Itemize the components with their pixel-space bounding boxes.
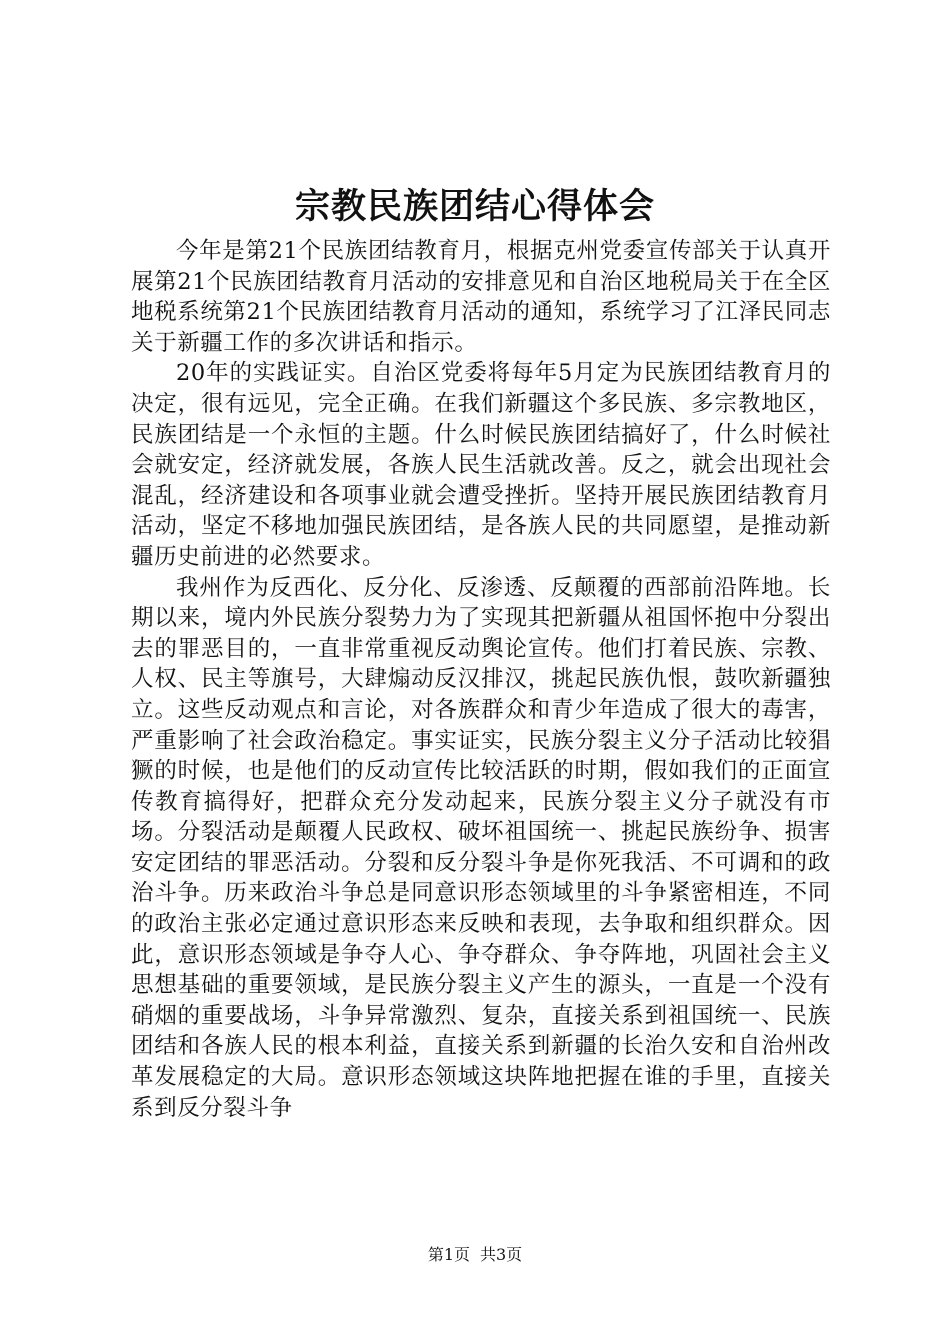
page-footer: [0, 1243, 950, 1267]
paragraph: 20年的实践证实。自治区党委将每年5月定为民族团结教育月的决定，很有远见，完全正确。在我们新疆这个多民族、多宗教地区，民族团结是一个永恒的主题。什么时候民族团结搞好了，什么时候社会就安定，经济就发展，各族人民生活就改善。反之，就会出现社会混乱，经济建设和各项事业就会遭受挫折。坚持开展民族团结教育月活动，坚定不移地加强民族团结，是各族人民的共同愿望，是推动新疆历史前进的必然要求。: [131, 360, 831, 570]
page-number-current: 第1页: [427, 1245, 470, 1264]
document-body: [131, 236, 831, 1123]
page-number-total: 共3页: [480, 1245, 523, 1264]
paragraph: 今年是第21个民族团结教育月，根据克州党委宣传部关于认真开展第21个民族团结教育月活动的安排意见和自治区地税局关于在全区地税系统第21个民族团结教育月活动的通知，系统学习了江泽民同志关于新疆工作的多次讲话和指示。: [131, 238, 831, 356]
document-title: 宗教民族团结心得体会: [294, 186, 655, 227]
paragraph: 我州作为反西化、反分化、反渗透、反颠覆的西部前沿阵地。长期以来，境内外民族分裂势力为了实现其把新疆从祖国怀抱中分裂出去的罪恶目的，一直非常重视反动舆论宣传。他们打着民族、宗教、人权、民主等旗号，大肆煽动反汉排汉，挑起民族仇恨，鼓吹新疆独立。这些反动观点和言论，对各族群众和青少年造成了很大的毒害，严重影响了社会政治稳定。事实证实，民族分裂主义分子活动比较猖獗的时候，也是他们的反动宣传比较活跃的时期，假如我们的正面宣传教育搞得好，把群众充分发动起来，民族分裂主义分子就没有市场。分裂活动是颠覆人民政权、破坏祖国统一、挑起民族纷争、损害安定团结的罪恶活动。分裂和反分裂斗争是你死我活、不可调和的政治斗争。历来政治斗争总是同意识形态领域里的斗争紧密相连，不同的政治主张必定通过意识形态来反映和表现，去争取和组织群众。因此，意识形态领域是争夺人心、争夺群众、争夺阵地，巩固社会主义思想基础的重要领域，是民族分裂主义产生的源头，一直是一个没有硝烟的重要战场，斗争异常激烈、复杂，直接关系到祖国统一、民族团结和各族人民的根本利益，直接关系到新疆的长治久安和自治州改革发展稳定的大局。意识形态领域这块阵地把握在谁的手里，直接关系到反分裂斗争: [131, 574, 831, 1121]
